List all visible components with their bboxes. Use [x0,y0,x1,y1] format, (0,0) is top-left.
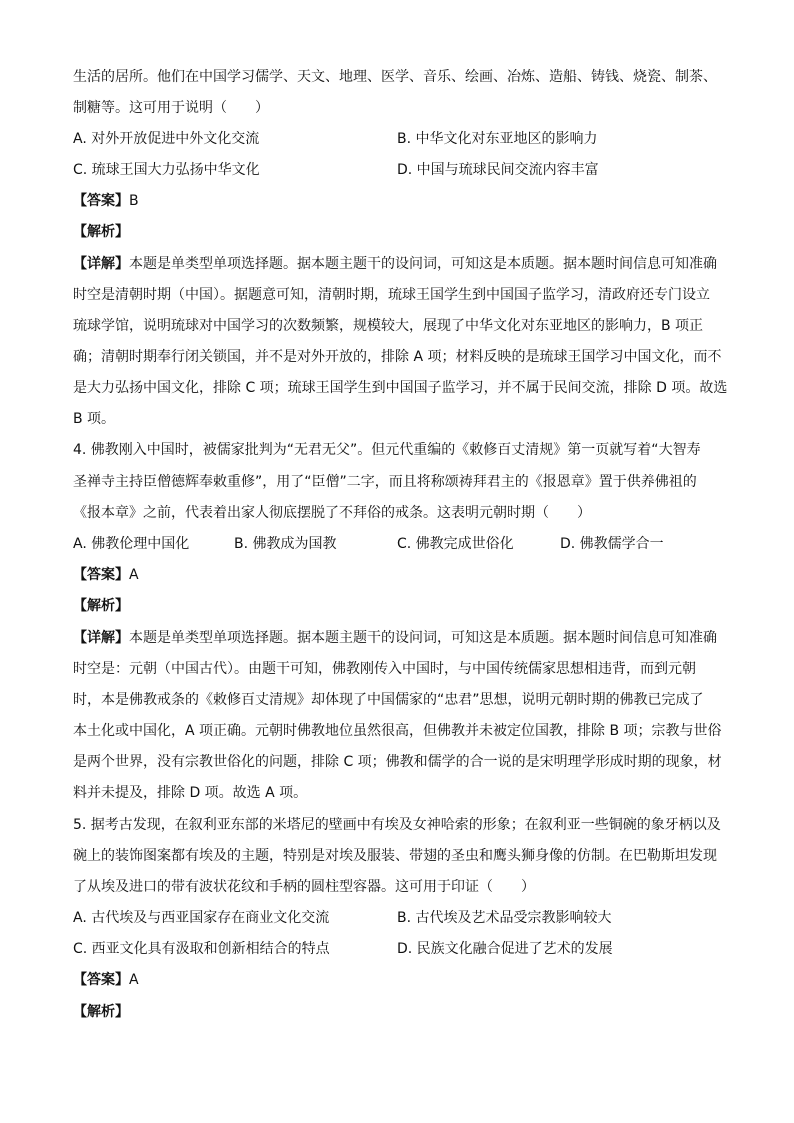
q3-detail-line-2: 时空是清朝时期（中国）。据题意可知，清朝时期，琉球王国学生到中国国子监学习，清政府还专门设立 [73,287,710,303]
q4-stem-line-2: 圣禅寺主持臣僧德辉奉敕重修”，用了“臣僧”二字，而且将称颂祷拜君主的《报恩章》置于供养佛祖的 [73,474,697,490]
q4-option-b: B. 佛教成为国教 [234,536,337,552]
q5-stem-line-1: 5. 据考古发现，在叙利亚东部的米塔尼的壁画中有埃及女神哈索的形象；在叙利亚一些铜碗的象牙柄以及 [73,817,721,833]
answer-tag: 【答案】 [73,567,129,583]
q4-option-c: C. 佛教完成世俗化 [397,536,514,552]
q5-answer [73,971,139,989]
detail-tag: 【详解】 [73,256,129,272]
q3-detail-line-5: 是大力弘扬中国文化，排除 C 项；琉球王国学生到中国国子监学习，并不属于民间交流，排除 D 项。故选 [73,380,728,396]
q3-option-c: C. 琉球王国大力弘扬中华文化 [73,162,260,178]
answer-value: B [129,193,139,209]
q5-analysis-tag: 【解析】 [73,1004,129,1020]
detail-text: 本题是单类型单项选择题。据本题主题干的设问词，可知这是本质题。据本题时间信息可知准确 [129,630,717,646]
q3-detail-line-1 [73,255,717,273]
answer-tag: 【答案】 [73,972,129,988]
q5-option-d: D. 民族文化融合促进了艺术的发展 [397,941,613,957]
q5-option-a: A. 古代埃及与西亚国家存在商业文化交流 [73,910,330,926]
q4-stem-line-1: 4. 佛教刚入中国时，被儒家批判为“无君无父”。但元代重编的《敕修百丈清规》第一页就写着“大智寿 [73,442,701,458]
q3-analysis-tag: 【解析】 [73,224,129,240]
answer-tag: 【答案】 [73,193,129,209]
q3-detail-line-6: B 项。 [73,411,116,427]
q3-stem-line-1: 生活的居所。他们在中国学习儒学、天文、地理、医学、音乐、绘画、冶炼、造船、铸钱、烧瓷、制茶、 [73,69,717,85]
answer-value: A [129,972,139,988]
q4-option-d: D. 佛教儒学合一 [560,536,664,552]
q3-option-d: D. 中国与琉球民间交流内容丰富 [397,162,599,178]
q5-option-b: B. 古代埃及艺术品受宗教影响较大 [397,910,612,926]
detail-tag: 【详解】 [73,630,129,646]
q4-analysis-tag: 【解析】 [73,598,129,614]
q4-answer [73,566,139,584]
q4-detail-line-5: 是两个世界，没有宗教世俗化的问题，排除 C 项；佛教和儒学的合一说的是宋明理学形成时期的现象，材 [73,754,722,770]
q5-option-c: C. 西亚文化具有汲取和创新相结合的特点 [73,941,330,957]
detail-text: 本题是单类型单项选择题。据本题主题干的设问词，可知这是本质题。据本题时间信息可知准确 [129,256,717,272]
q3-detail-line-4: 确；清朝时期奉行闭关锁国，并不是对外开放的，排除 A 项；材料反映的是琉球王国学习中国文化，而不 [73,349,722,365]
q3-option-b: B. 中华文化对东亚地区的影响力 [397,131,598,147]
q4-detail-line-1 [73,629,717,647]
q5-stem-line-3: 了从埃及进口的带有波状花纹和手柄的圆柱型容器。这可用于印证（ ） [73,879,535,895]
q4-option-a: A. 佛教伦理中国化 [73,536,190,552]
q4-detail-line-3: 时，本是佛教戒条的《敕修百丈清规》却体现了中国儒家的“忠君”思想，说明元朝时期的佛教已完成了 [73,692,704,708]
q3-stem-line-2: 制糖等。这可用于说明（ ） [73,100,269,116]
q4-detail-line-2: 时空是：元朝（中国古代）。由题干可知，佛教刚传入中国时，与中国传统儒家思想相违背，而到元朝 [73,661,696,677]
q5-stem-line-2: 碗上的装饰图案都有埃及的主题，特别是对埃及服装、带翅的圣虫和鹰头狮身像的仿制。在巴勒斯坦发现 [73,848,717,864]
q3-option-a: A. 对外开放促进中外文化交流 [73,131,260,147]
q3-detail-line-3: 琉球学馆，说明琉球对中国学习的次数频繁，规模较大，展现了中华文化对东亚地区的影响力，B 项正 [73,318,704,334]
q4-stem-line-3: 《报本章》之前，代表着出家人彻底摆脱了不拜俗的戒条。这表明元朝时期（ ） [73,505,591,521]
q3-answer [73,192,139,210]
q4-detail-line-4: 本土化或中国化，A 项正确。元朝时佛教地位虽然很高，但佛教并未被定位国教，排除 B 项；宗教与世俗 [73,723,722,739]
answer-value: A [129,567,139,583]
q4-detail-line-6: 料并未提及，排除 D 项。故选 A 项。 [73,785,308,801]
